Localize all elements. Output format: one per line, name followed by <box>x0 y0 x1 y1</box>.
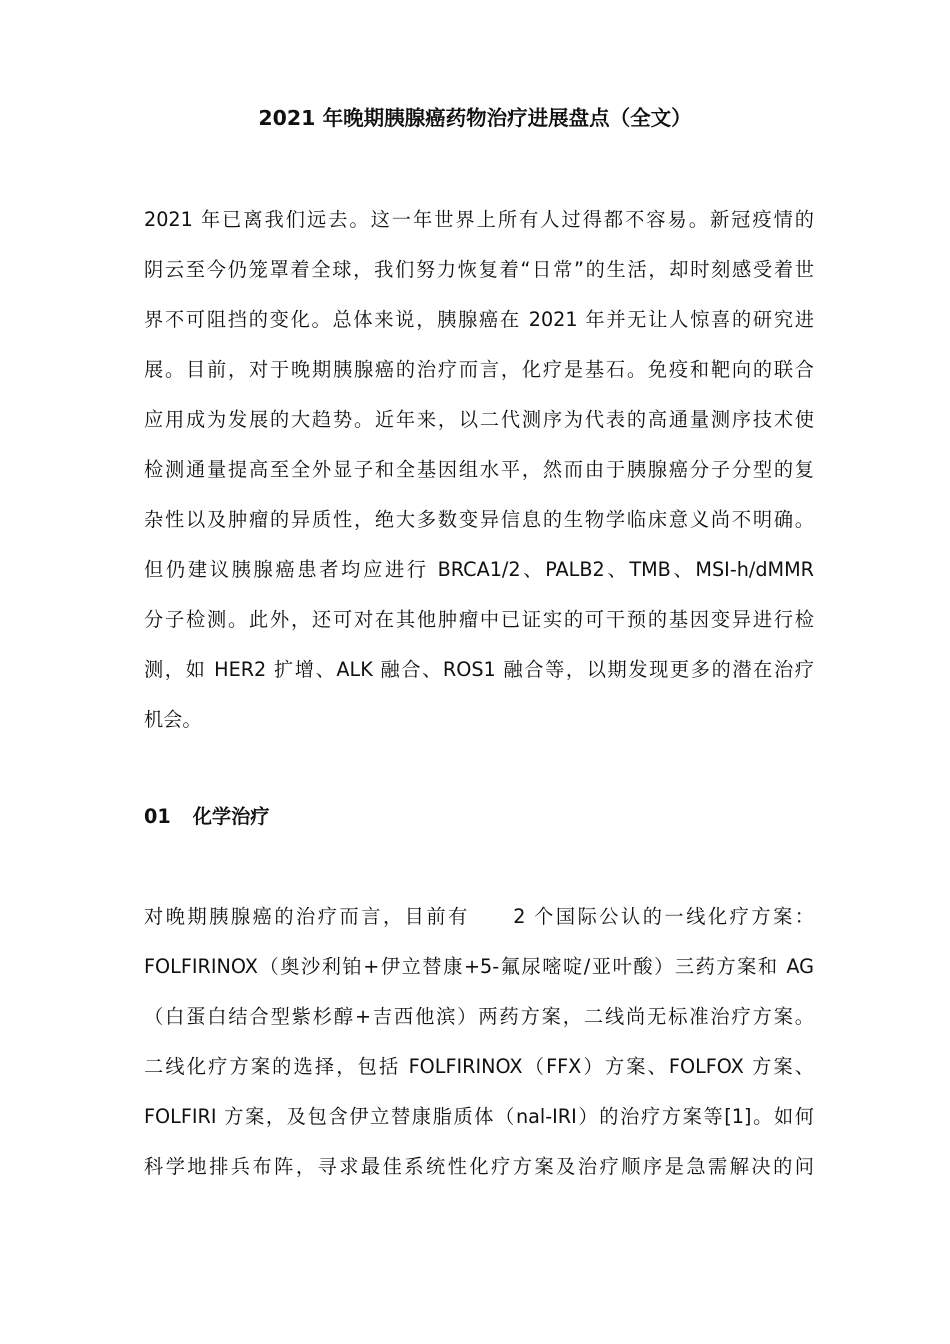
intro-paragraph <box>144 195 814 745</box>
paragraph-line: 测，如 HER2 扩增、ALK 融合、ROS1 融合等，以期发现更多的潜在治疗 <box>144 658 814 681</box>
paragraph-line: 2021 年已离我们远去。这一年世界上所有人过得都不容易。新冠疫情的 <box>144 208 814 231</box>
section-number: 01 <box>144 805 171 828</box>
paragraph-line: 应用成为发展的大趋势。近年来，以二代测序为代表的高通量测序技术使 <box>144 408 814 431</box>
chemotherapy-paragraph <box>144 892 814 1192</box>
paragraph-line: 界不可阻挡的变化。总体来说，胰腺癌在 2021 年并无让人惊喜的研究进 <box>144 308 814 331</box>
document-title: 2021 年晚期胰腺癌药物治疗进展盘点（全文） <box>258 106 692 130</box>
paragraph-line: 对晚期胰腺癌的治疗而言，目前有 2 个国际公认的一线化疗方案： <box>144 905 814 928</box>
paragraph-line: 二线化疗方案的选择，包括 FOLFIRINOX（FFX）方案、FOLFOX 方案、 <box>144 1055 814 1078</box>
paragraph-line: FOLFIRI 方案，及包含伊立替康脂质体（nal-IRI）的治疗方案等[1]。如何 <box>144 1105 814 1128</box>
paragraph-line: 机会。 <box>144 708 202 731</box>
paragraph-line: 展。目前，对于晚期胰腺癌的治疗而言，化疗是基石。免疫和靶向的联合 <box>144 358 814 381</box>
section-title: 化学治疗 <box>192 805 270 828</box>
section-heading <box>144 792 269 842</box>
paragraph-line: FOLFIRINOX（奥沙利铂+伊立替康+5-氟尿嘧啶/亚叶酸）三药方案和 AG <box>144 955 814 978</box>
paragraph-line: 杂性以及肿瘤的异质性，绝大多数变异信息的生物学临床意义尚不明确。 <box>144 508 814 531</box>
paragraph-line: 但仍建议胰腺癌患者均应进行 BRCA1/2、PALB2、TMB、MSI-h/dMMR <box>144 558 814 581</box>
paragraph-line: 检测通量提高至全外显子和全基因组水平，然而由于胰腺癌分子分型的复 <box>144 458 814 481</box>
paragraph-line: 阴云至今仍笼罩着全球，我们努力恢复着“日常”的生活，却时刻感受着世 <box>144 258 814 281</box>
paragraph-line: 分子检测。此外，还可对在其他肿瘤中已证实的可干预的基因变异进行检 <box>144 608 814 631</box>
paragraph-line: （白蛋白结合型紫杉醇+吉西他滨）两药方案，二线尚无标准治疗方案。 <box>144 1005 814 1028</box>
paragraph-line: 科学地排兵布阵，寻求最佳系统性化疗方案及治疗顺序是急需解决的问 <box>144 1155 814 1178</box>
